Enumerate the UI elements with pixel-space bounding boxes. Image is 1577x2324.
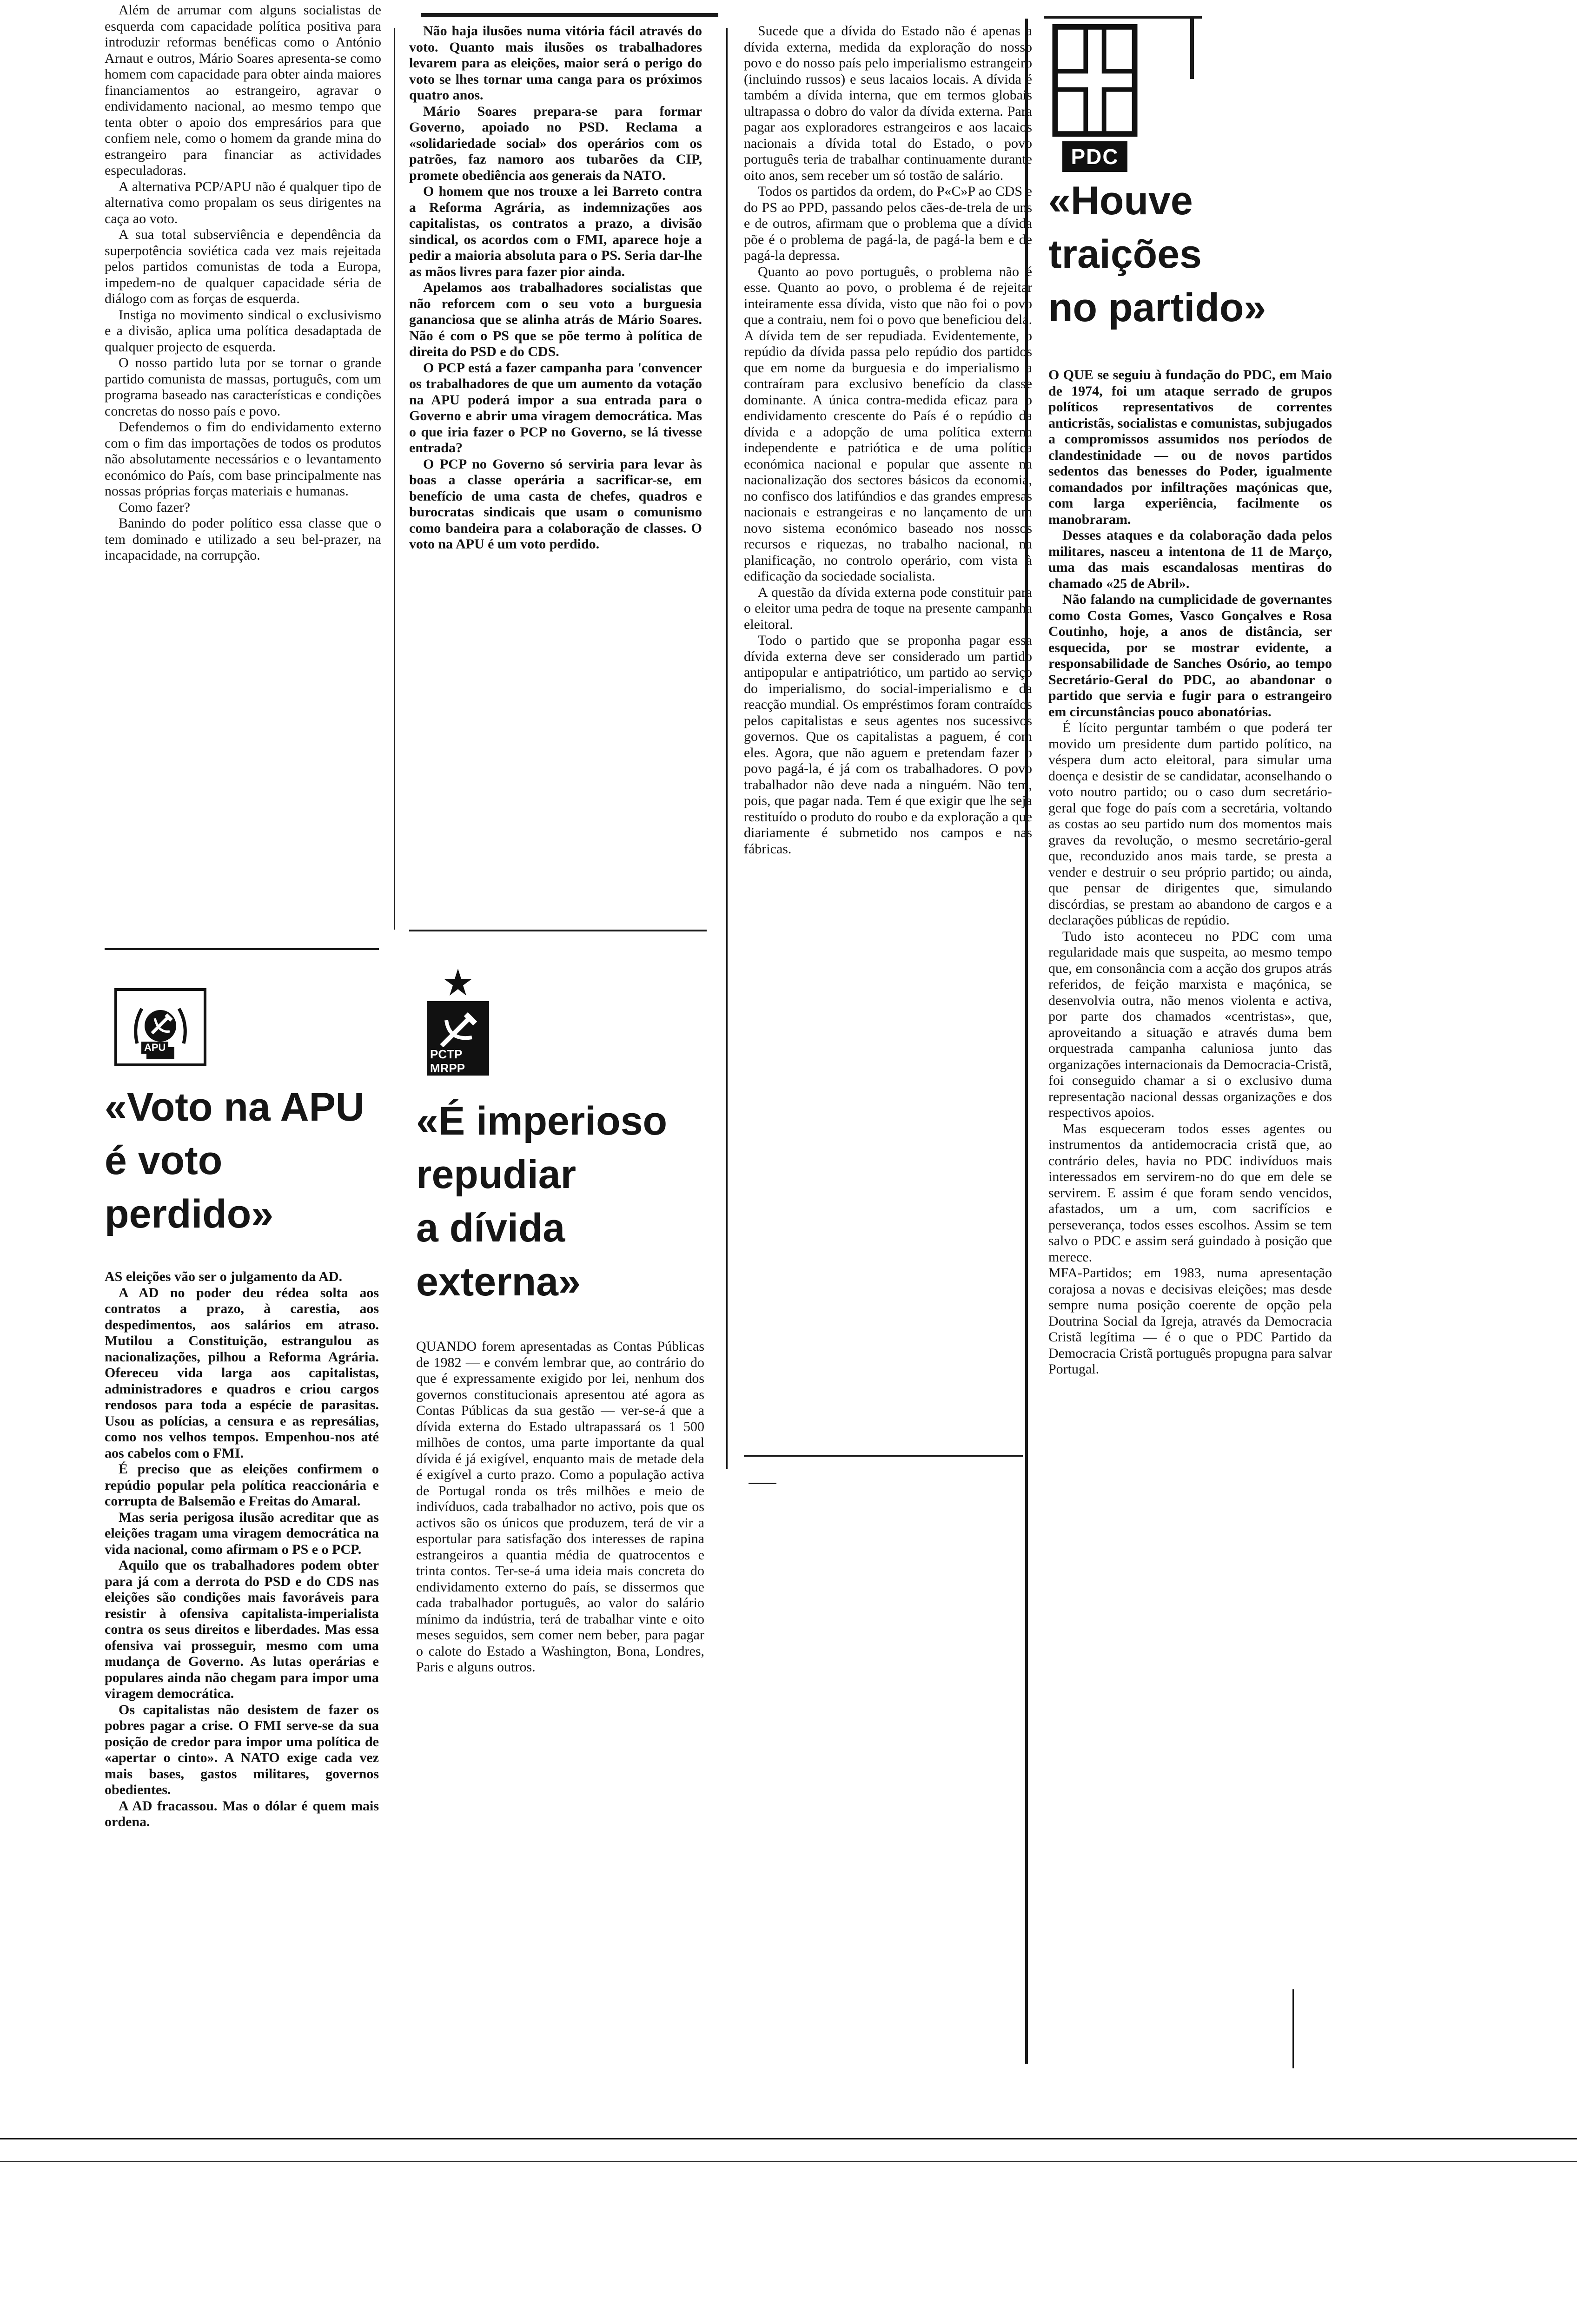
paragraph: Como fazer? [119, 499, 191, 515]
paragraph: A AD no poder deu rédea solta aos contratos a prazo, à carestia, aos despedimentos, aos salários em atraso. Mutilou a Constituição, estrangulou as nacionalizações, pilhou a Reforma Agrária. Ofereceu vida larga aos capitalistas, administradores e quadros e criou cargos rendosos para toda a espécie de parasitas. Usou as polícias, a censura e as represálias, como nos velhos tempos. Empenhou-nos até aos cabelos com o FMI. [105, 1285, 379, 1461]
paragraph: É lícito perguntar também o que poderá ter movido um presidente dum partido político, na véspera dum acto eleitoral, para simular uma doença e desistir de se candidatar, aconselhando o voto noutro partido; ou o caso dum secretário-geral que foge do país com a secretária, voltando as costas ao seu partido num dos momentos mais graves da revolução, o mesmo secretário-geral que, reconduzido anos mais tarde, se presta a vender e destruir o seu próprio partido; ou ainda, que pensar de dirigentes que, simulando discórdias, se prestam ao abandono de cargos e a declarações públicas de repúdio. [1048, 720, 1332, 928]
pctp-headline [416, 1095, 709, 1309]
paragraph: Mas seria perigosa ilusão acreditar que as eleições tragam uma viragem democrática na vida nacional, como afirmam o PS e o PCP. [105, 1509, 379, 1557]
paragraph: MFA-Partidos; em 1983, numa apresentação corajosa a novas e decisivas eleições; mas desde sempre numa posição coerente de opção pela Doutrina Social da Igreja, através da Democracia Cristã legítima — é o que o PDC Partido da Democracia Cristã português propugna para salvar Portugal. [1048, 1265, 1332, 1377]
paragraph: Mário Soares prepara-se para formar Governo, apoiado no PSD. Reclama a «solidariedade social» dos operários com os patrões, faz namoro aos tubarões da CIP, promete obediência aos generais da NATO. [409, 103, 702, 183]
paragraph: O nosso partido luta por se tornar o grande partido comunista de massas, português, com um programa baseado nas características e condições concretas do nosso país e povo. [105, 355, 381, 419]
pdc-cross-icon [1051, 23, 1139, 138]
section-rule-b [409, 930, 707, 931]
apu-article-body [105, 1269, 379, 2138]
top-rule [421, 13, 718, 17]
section-rule-c [744, 1455, 1023, 1457]
pdc-logo [1048, 23, 1141, 172]
paragraph: Todo o partido que se proponha pagar essa dívida externa deve ser considerado um partido antipopular e antipatriótico, um partido ao serviço do imperialismo, do social-imperialismo e da reacção mundial. Os empréstimos foram contraídos pelos capitalistas e seus agentes nos sucessivos governos. Que os capitalistas a paguem, é com eles. Agora, que não aguem e pretendam fazer o povo pagá-la, é já com os trabalhadores. O povo trabalhador não deve nada a ninguém. Não tem, pois, que pagar nada. Tem é que exigir que lhe seja restituído o produto do roubo e da exploração a que diariamente é submetido nos campos e nas fábricas. [744, 633, 1032, 857]
short-rule-c [749, 1483, 776, 1484]
paragraph: Além de arrumar com alguns socialistas de esquerda com capacidade política positiva para introduzir reformas benéficas como o António Arnaut e outros, Mário Soares apresenta-se como homem com capacidade para obter ainda maiores financiamentos ao estrangeiro, agravar o endividamento nacional, ao mesmo tempo que tenta obter o apoio dos empresários para que confiem nele, como o homem da grande mina do estrangeiro para financiar as actividades especuladoras. [105, 2, 381, 178]
pdc-frame-top [1044, 16, 1202, 19]
paragraph: QUANDO forem apresentadas as Contas Públicas de 1982 — e convém lembrar que, ao contrário do que é expressamente exigido por lei, nenhum dos governos constitucionais apresentou até agora as Contas Públicas da sua gestão — ver-se-á que a dívida externa do Estado ultrapassará os 1 500 milhões de contos, uma parte importante da qual dívida é já exigível, enquanto mais de metade dela é exigível a curto prazo. Como a população activa de Portugal ronda os três milhões e meio de indivíduos, cada trabalhador no activo, pois que os activos são os únicos que produzem, terá de vir a esportular para satisfação dos interesses de rapina estrangeiros a quantia média de quatrocentos e trinta contos. Ter-se-á uma ideia mais concreta do endividamento externo do país, se dissermos que cada trabalhador português, ao valor do salário mínimo da indústria, terá de trabalhar vinte e oito meses seguidos, sem comer nem beber, para pagar o calote do Estado a Washington, Bona, Londres, Paris e alguns outros. [416, 1339, 704, 1675]
headline-line: é voto [105, 1138, 223, 1183]
paragraph: A alternativa PCP/APU não é qualquer tipo de alternativa como propalam os seus dirigentes na caça ao voto. [105, 178, 381, 226]
paragraph: O QUE se seguiu à fundação do PDC, em Maio de 1974, foi um ataque serrado de grupos políticos representativos de correntes anticristãs, socialistas e comunistas, subjugados a compromissos assumidos nos períodos de clandestinidade — ou de novos partidos sedentos das benesses do Poder, igualmente comandados por infiltrações maçónicas que, com larga experiência, facilmente os manobraram. [1048, 367, 1332, 527]
paragraph: Apelamos aos trabalhadores socialistas que não reforcem com o seu voto a burguesia gananciosa que se alinha atrás de Mário Soares. Não é com o PS que se põe termo à política de direita do PSD e do CDS. [409, 280, 702, 359]
paragraph: Todos os partidos da ordem, do P«C»P ao CDS e do PS ao PPD, passando pelos cães-de-trela de uns e de outros, afirmam que o problema que a dívida põe é o problema de pagá-la, de pagá-la bem e de pagá-la depressa. [744, 184, 1032, 263]
paragraph: O PCP está a fazer campanha para 'convencer os trabalhadores de que um aumento da votação na APU poderá impor a sua entrada para o Governo e abrir uma viragem democrática. Mas o que iria fazer o PCP no Governo, se lá tivesse entrada? [409, 360, 702, 456]
pdc-frame-mark [1190, 19, 1194, 79]
bottom-rule-2 [0, 2161, 1577, 2162]
paragraph: Não haja ilusões numa vitória fácil através do voto. Quanto mais ilusões os trabalhadores levarem para as eleições, maior será o perigo do voto se lhes tornar uma canga para os próximos quatro anos. [409, 23, 702, 103]
continuation-column-middle [409, 23, 702, 925]
pctp-logo-label-bottom: MRPP [430, 1061, 465, 1075]
paragraph: Tudo isto aconteceu no PDC com uma regularidade mais que suspeita, ao mesmo tempo que, em consonância com a acção dos grupos atrás referidos, de feição marxista e maçónica, se desenvolvia outra, não menos violenta e activa, por parte dos chamados «centristas», que, aproveitando a situação e através duma bem orquestrada campanha caluniosa junto das organizações internacionais da Democracia-Cristã, foi conseguido chamar a si o exclusivo duma representação nacional dessas organizações e dos respectivos apoios. [1048, 928, 1332, 1120]
paragraph: Sucede que a dívida do Estado não é apenas a dívida externa, medida da exploração do nosso povo e do nosso país pelo imperialismo estrangeiro (incluindo russos) e seus lacaios locais. A dívida é também a dívida interna, que em termos globais ultrapassa o dobro do valor da dívida externa. Para pagar aos exploradores estrangeiros e aos lacaios nacionais a dívida total do Estado, o povo português teria de trabalhar continuamente durante oito anos, sem receber um só tostão de salário. [744, 23, 1032, 183]
apu-logo [112, 978, 209, 1076]
apu-headline [105, 1081, 384, 1241]
bottom-rule-1 [0, 2138, 1577, 2139]
headline-line: «Voto na APU [105, 1085, 365, 1129]
pdc-headline [1048, 174, 1327, 335]
column-rule-2 [726, 28, 728, 1469]
column-rule-1 [394, 28, 395, 930]
paragraph: O homem que nos trouxe a lei Barreto contra a Reforma Agrária, as indemnizações aos capitalistas, os contratos a prazo, a divisão sindical, os acordos com o FMI, aparece hoje a pedir a maioria absoluta para o PS. Seria dar-lhe as mãos livres para fazer pior ainda. [409, 184, 702, 279]
pctp-article-body [416, 1339, 704, 1943]
paragraph: Os capitalistas não desistem de fazer os pobres pagar a crise. O FMI serve-se da sua posição de credor para impor uma política de «apertar o cinto». A NATO exige cada vez mais bases, gastos militares, governos obedientes. [105, 1702, 379, 1797]
paragraph: Quanto ao povo português, o problema não é esse. Quanto ao povo, o problema é de rejeitar inteiramente essa dívida, visto que não foi o povo que a contraiu, nem foi o povo que beneficiou dela. A dívida tem de ser repudiada. Evidentemente, o repúdio da dívida passa pelo repúdio dos partidos que em nome da burguesia e do imperialismo a contraíram para exclusivo benefício da classe dominante. A única contra-medida eficaz para o endividamento crescente do País é o repúdio da dívida e a adopção de uma política externa independente e patriótica e de uma política económica nacional e popular que assente na nacionalização dos sectores básicos da economia, no confisco dos latifúndios e das grandes empresas nacionais e estrangeiras e no lançamento de um novo sistema económico baseado nos nossos recursos e riquezas, no trabalho nacional, na planificação, no controlo operário, com vista à edificação da sociedade socialista. [744, 264, 1032, 584]
continuation-column-dividas [744, 23, 1032, 1441]
paragraph: Não falando na cumplicidade de governantes como Costa Gomes, Vasco Gonçalves e Rosa Coutinho, hoje, a anos de distância, ser esquecida, por se mostrar evidente, a responsabilidade de Sanches Osório, ao tempo Secretário-Geral do PDC, ao abandonar o partido que servia e fugir para o estrangeiro em circunstâncias pouco abonatórias. [1048, 592, 1332, 720]
headline-line: no partido» [1048, 285, 1266, 330]
paragraph: Defendemos o fim do endividamento externo com o fim das importações de todos os produtos não absolutamente necessários e o levantamento económico do País, com base principalmente nas nossas próprias forças materiais e humanas. [105, 419, 381, 499]
headline-line: perdido» [105, 1192, 274, 1237]
pctp-logo-label-top: PCTP [430, 1047, 463, 1061]
apu-logo-label: APU [141, 1042, 168, 1054]
paragraph: A questão da dívida externa pode constituir para o eleitor uma pedra de toque na presente campanha eleitoral. [744, 584, 1032, 632]
pdc-article-body [1048, 367, 1332, 2068]
headline-line: a dívida [416, 1206, 565, 1251]
headline-line: traições [1048, 232, 1202, 277]
paragraph: Instiga no movimento sindical o exclusivismo e a divisão, aplica uma política desadaptada de qualquer projecto de esquerda. [105, 307, 381, 355]
headline-line: «É imperioso [416, 1099, 668, 1143]
paragraph: A sua total subserviência e dependência da superpotência soviética cada vez mais rejeitada pelos partidos comunistas de toda a Europa, impedem-no de qualquer capacidade séria de diálogo com as forças de esquerda. [105, 227, 381, 306]
headline-line: externa» [416, 1259, 581, 1304]
continuation-column-left [105, 2, 381, 951]
pctp-logo [421, 964, 495, 1081]
paragraph: Banindo do poder político essa classe que o tem dominado e utilizado a seu bel-prazer, na incapacidade, na corrupção. [105, 515, 381, 563]
paragraph: É preciso que as eleições confirmem o repúdio popular pela política reaccionária e corrupta de Balsemão e Freitas do Amaral. [105, 1461, 379, 1509]
paragraph: Mas esqueceram todos esses agentes ou instrumentos da antidemocracia cristã que, ao contrário deles, havia no PDC indivíduos mais interessados em servirem-no do que em dele se servirem. E assim é que foram sendo vencidos, afastados, um a um, com sacrifícios e perseverança, todos esses escolhos. Assim se tem salvo o PDC e assim será guindado à posição que merece. [1048, 1121, 1332, 1265]
pdc-logo-label: PDC [1062, 141, 1127, 172]
paragraph: AS eleições vão ser o julgamento da AD. [105, 1269, 343, 1284]
hammer-sickle-wreath-icon [114, 988, 207, 1067]
headline-line: «Houve [1048, 178, 1193, 223]
paragraph: Aquilo que os trabalhadores podem obter para já com a derrota do PSD e do CDS nas eleições são condições mais favoráveis para resistir à ofensiva capitalista-imperialista contra os seus direitos e liberdades. Mas essa ofensiva vai prosseguir, mesmo com uma mudança de Governo. As lutas operárias e populares ainda não chegam para impor uma viragem democrática. [105, 1558, 379, 1701]
headline-line: repudiar [416, 1152, 576, 1197]
paragraph: O PCP no Governo só serviria para levar às boas a classe operária a sacrificar-se, em benefício de uma casta de chefes, quadros e burocratas sindicais que usam o comunismo como bandeira para a colaboração de classes. O voto na APU é um voto perdido. [409, 456, 702, 552]
paragraph: A AD fracassou. Mas o dólar é quem mais ordena. [105, 1798, 379, 1829]
paragraph: Desses ataques e da colaboração dada pelos militares, nasceu a intentona de 11 de Março, uma das mais escandalosas mentiras do chamado «25 de Abril». [1048, 528, 1332, 591]
